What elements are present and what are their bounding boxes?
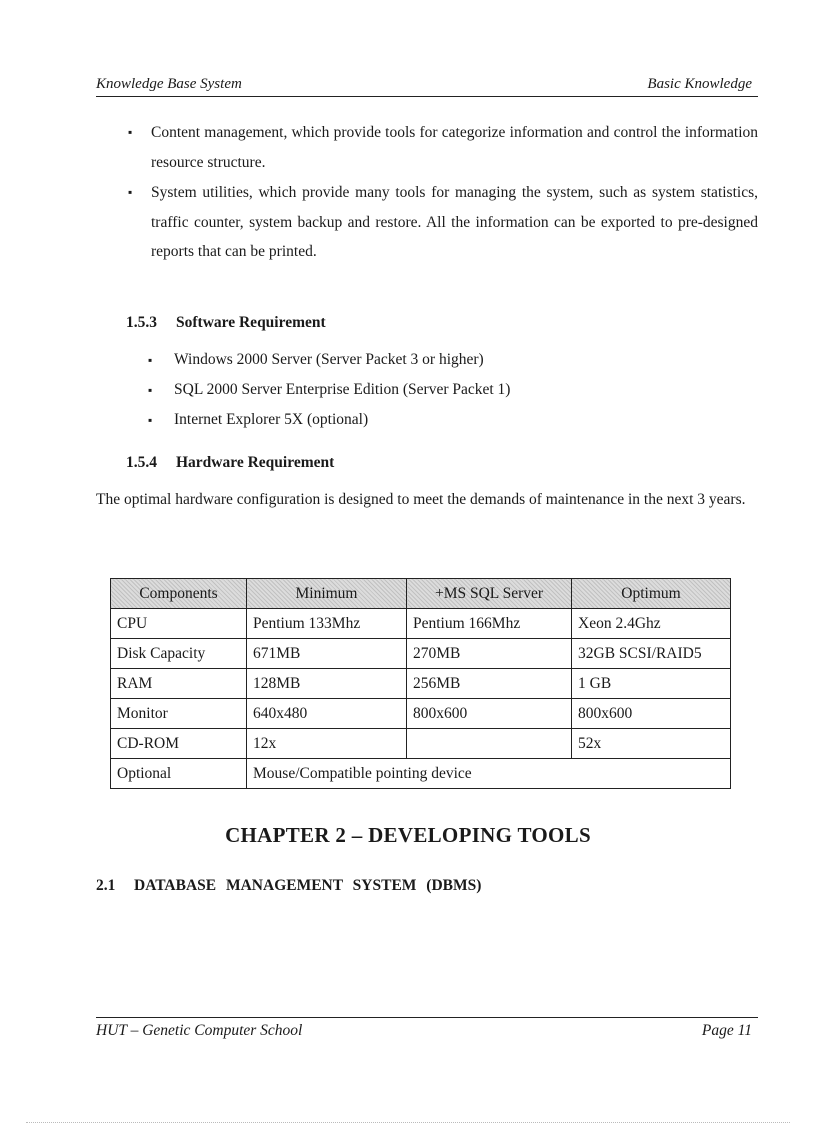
table-row	[111, 759, 731, 789]
section-number: 1.5.4	[126, 454, 157, 471]
section-title: Software Requirement	[176, 314, 326, 331]
software-requirement-list	[148, 345, 748, 435]
table-cell: 671MB	[247, 639, 407, 669]
bullet-icon: ▪	[148, 353, 153, 367]
page-header	[96, 76, 758, 97]
header-left: Knowledge Base System	[96, 76, 242, 92]
bullet-icon: ▪	[148, 383, 153, 397]
table-row	[111, 639, 731, 669]
list-item	[128, 118, 758, 177]
table-cell: 800x600	[407, 699, 572, 729]
list-item	[148, 405, 748, 435]
section-heading-hardware	[126, 454, 334, 472]
section-heading-dbms	[96, 877, 481, 895]
table-cell: Pentium 166Mhz	[407, 609, 572, 639]
table-row	[111, 729, 731, 759]
table-header-cell: Components	[111, 579, 247, 609]
table-cell	[407, 729, 572, 759]
bullet-icon: ▪	[148, 413, 153, 427]
table-cell: Disk Capacity	[111, 639, 247, 669]
table-cell: Pentium 133Mhz	[247, 609, 407, 639]
hardware-paragraph: The optimal hardware configuration is designed to meet the demands of maintenance in the next 3 years.	[96, 491, 746, 508]
list-item	[148, 375, 748, 405]
footer-left: HUT – Genetic Computer School	[96, 1022, 303, 1039]
table-header-cell: Optimum	[572, 579, 731, 609]
table-cell: 270MB	[407, 639, 572, 669]
chapter-title: CHAPTER 2 – DEVELOPING TOOLS	[225, 823, 591, 847]
table-cell: 640x480	[247, 699, 407, 729]
header-right: Basic Knowledge	[647, 76, 752, 92]
section-number: 2.1	[96, 877, 116, 894]
list-item	[128, 178, 758, 267]
table-cell: Optional	[111, 759, 247, 789]
table-cell: 12x	[247, 729, 407, 759]
bullet-text: System utilities, which provide many tools for managing the system, such as system statistics, traffic counter, system backup and restore. All the information can be exported to pre-designed reports that can be printed.	[151, 184, 758, 260]
page-number: Page 11	[701, 1022, 752, 1039]
section-title: Hardware Requirement	[176, 454, 335, 471]
table-header-row	[111, 579, 731, 609]
list-item-text: SQL 2000 Server Enterprise Edition (Server Packet 1)	[174, 381, 511, 398]
table-cell: Xeon 2.4Ghz	[572, 609, 731, 639]
bullet-icon: ▪	[128, 185, 133, 199]
table-cell: Monitor	[111, 699, 247, 729]
table-header-cell: +MS SQL Server	[407, 579, 572, 609]
page-footer	[96, 1017, 758, 1042]
table-cell: 256MB	[407, 669, 572, 699]
table-header-cell: Minimum	[247, 579, 407, 609]
list-item-text: Windows 2000 Server (Server Packet 3 or higher)	[174, 351, 484, 368]
bullet-text: Content management, which provide tools for categorize information and control the information resource structure.	[151, 124, 758, 171]
table-cell: 32GB SCSI/RAID5	[572, 639, 731, 669]
table-row	[111, 609, 731, 639]
hardware-table	[110, 578, 731, 789]
table-cell: CD-ROM	[111, 729, 247, 759]
section-heading-software	[126, 314, 326, 332]
feature-bullet-list	[128, 118, 758, 268]
table-row	[111, 669, 731, 699]
list-item	[148, 345, 748, 375]
table-row	[111, 699, 731, 729]
bullet-icon: ▪	[128, 125, 133, 139]
table-cell: CPU	[111, 609, 247, 639]
list-item-text: Internet Explorer 5X (optional)	[174, 411, 369, 428]
section-number: 1.5.3	[126, 314, 157, 331]
table-cell: 1 GB	[572, 669, 731, 699]
table-cell: 128MB	[247, 669, 407, 699]
table-cell: 52x	[572, 729, 731, 759]
table-cell: 800x600	[572, 699, 731, 729]
table-cell: Mouse/Compatible pointing device	[247, 759, 731, 789]
section-title: DATABASE MANAGEMENT SYSTEM (DBMS)	[134, 877, 482, 894]
table-cell: RAM	[111, 669, 247, 699]
